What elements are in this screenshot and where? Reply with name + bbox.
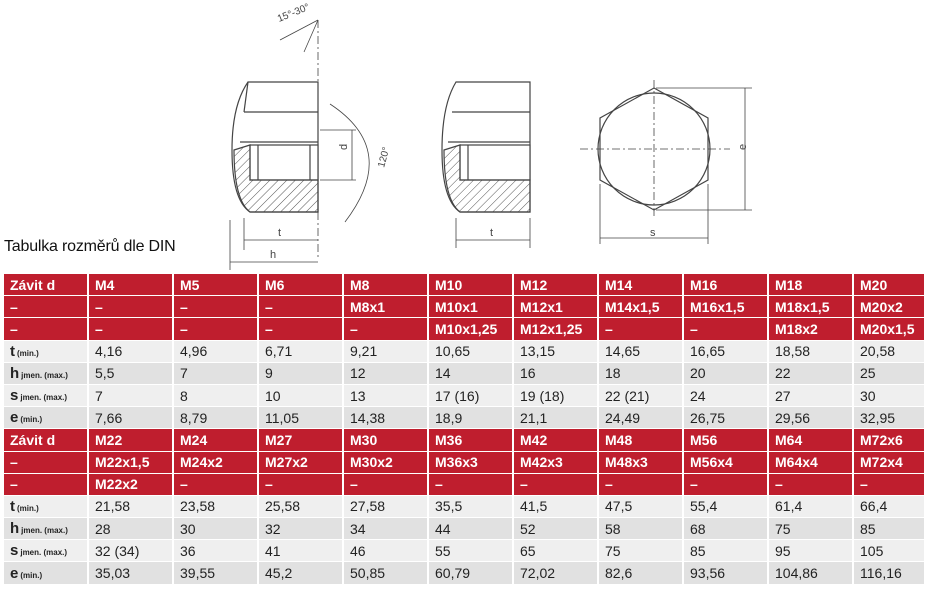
table-cell: 9,21 (344, 341, 429, 363)
table-cell: M20x2 (854, 296, 926, 318)
table-cell: – (684, 318, 769, 340)
table-cell: M72x4 (854, 452, 926, 474)
dimension-symbol: s (10, 542, 19, 560)
table-cell: 16 (514, 363, 599, 385)
row-label (4, 518, 89, 540)
table-cell: – (344, 318, 429, 340)
dimension-qualifier: jmen. (max.) (20, 548, 68, 558)
table-cell: 24,49 (599, 407, 684, 429)
angle-cone-label: 120° (376, 145, 393, 169)
row-label: – (4, 318, 89, 340)
table-cell: – (259, 318, 344, 340)
table-cell: 75 (769, 518, 854, 540)
table-cell: M10x1,25 (429, 318, 514, 340)
table-cell: 5,5 (89, 363, 174, 385)
row-s (4, 540, 926, 562)
table-cell: 82,6 (599, 562, 684, 584)
table-cell: 30 (854, 385, 926, 407)
table-cell: 61,4 (769, 496, 854, 518)
table-cell: 21,1 (514, 407, 599, 429)
table-cell: M16x1,5 (684, 296, 769, 318)
table-cell: 85 (684, 540, 769, 562)
table-cell: M8 (344, 274, 429, 296)
table-cell: 23,58 (174, 496, 259, 518)
row-label (4, 341, 89, 363)
row-label: Závit d (4, 429, 89, 451)
table-cell: 13,15 (514, 341, 599, 363)
table-cell: 22 (21) (599, 385, 684, 407)
row-h (4, 518, 926, 540)
table-cell: 7,66 (89, 407, 174, 429)
table-cell: 39,55 (174, 562, 259, 584)
table-cell: 4,96 (174, 341, 259, 363)
table-cell: M16 (684, 274, 769, 296)
fine-thread-row-2 (4, 474, 926, 496)
table-cell: – (259, 474, 344, 496)
row-label: Závit d (4, 274, 89, 296)
table-cell: 47,5 (599, 496, 684, 518)
table-cell: 41 (259, 540, 344, 562)
table-cell: 4,16 (89, 341, 174, 363)
dimension-symbol: s (10, 387, 19, 405)
dim-label-e: e (737, 143, 749, 150)
table-cell: M12x1,25 (514, 318, 599, 340)
dim-label-s: s (650, 227, 656, 239)
table-cell: 7 (89, 385, 174, 407)
table-cell: 68 (684, 518, 769, 540)
table-cell: M48 (599, 429, 684, 451)
table-cell: 72,02 (514, 562, 599, 584)
table-cell: 14,38 (344, 407, 429, 429)
table-cell: 17 (16) (429, 385, 514, 407)
table-cell: – (769, 474, 854, 496)
table-cell: M64 (769, 429, 854, 451)
table-cell: 55 (429, 540, 514, 562)
table-cell: 32 (259, 518, 344, 540)
table-cell: M14 (599, 274, 684, 296)
angle-chamfer-label: 15°-30° (276, 2, 312, 25)
dim-label-t-left: t (278, 227, 282, 239)
table-cell: M22x2 (89, 474, 174, 496)
table-cell: M18x1,5 (769, 296, 854, 318)
table-cell: 16,65 (684, 341, 769, 363)
dimension-symbol: h (10, 520, 20, 538)
thread-header-row (4, 274, 926, 296)
table-cell: M30 (344, 429, 429, 451)
table-cell: 13 (344, 385, 429, 407)
table-cell: 26,75 (684, 407, 769, 429)
table-cell: 116,16 (854, 562, 926, 584)
table-cell: 46 (344, 540, 429, 562)
table-cell: M18x2 (769, 318, 854, 340)
table-cell: 105 (854, 540, 926, 562)
table-cell: M5 (174, 274, 259, 296)
table-cell: 10,65 (429, 341, 514, 363)
table-cell: – (259, 296, 344, 318)
dimension-qualifier: (min.) (20, 415, 43, 425)
cap-nut-side-view (442, 82, 530, 248)
table-cell: 52 (514, 518, 599, 540)
fine-thread-row-1 (4, 296, 926, 318)
table-cell: 12 (344, 363, 429, 385)
table-cell: – (89, 318, 174, 340)
table-cell: – (514, 474, 599, 496)
table-cell: 65 (514, 540, 599, 562)
table-cell: 21,58 (89, 496, 174, 518)
table-cell: 25,58 (259, 496, 344, 518)
table-cell: 22 (769, 363, 854, 385)
table-cell: 19 (18) (514, 385, 599, 407)
row-h (4, 363, 926, 385)
table-cell: 14,65 (599, 341, 684, 363)
table-cell: – (854, 474, 926, 496)
table-cell: 27,58 (344, 496, 429, 518)
table-cell: M10x1 (429, 296, 514, 318)
table-cell: – (174, 296, 259, 318)
row-e (4, 407, 926, 429)
table-cell: 85 (854, 518, 926, 540)
table-cell: – (599, 318, 684, 340)
table-cell: 58 (599, 518, 684, 540)
table-cell: M27x2 (259, 452, 344, 474)
row-label (4, 385, 89, 407)
table-cell: M6 (259, 274, 344, 296)
row-s (4, 385, 926, 407)
table-cell: 66,4 (854, 496, 926, 518)
row-label (4, 562, 89, 584)
table-cell: – (174, 474, 259, 496)
table-cell: M56 (684, 429, 769, 451)
technical-drawing (0, 0, 928, 270)
table-cell: M48x3 (599, 452, 684, 474)
table-cell: – (599, 474, 684, 496)
dimension-qualifier: jmen. (max.) (21, 526, 68, 536)
row-label (4, 540, 89, 562)
table-cell: 35,5 (429, 496, 514, 518)
dim-label-t-middle: t (490, 227, 494, 239)
table-cell: 7 (174, 363, 259, 385)
table-cell: M20 (854, 274, 926, 296)
fine-thread-row-2 (4, 318, 926, 340)
table-cell: 24 (684, 385, 769, 407)
table-cell: M14x1,5 (599, 296, 684, 318)
table-cell: 9 (259, 363, 344, 385)
row-label (4, 496, 89, 518)
table-cell: 29,56 (769, 407, 854, 429)
table-cell: 34 (344, 518, 429, 540)
dim-label-d: d (338, 143, 350, 150)
table-cell: – (684, 474, 769, 496)
row-t (4, 341, 926, 363)
dimension-qualifier: (min.) (20, 570, 43, 580)
table-cell: 44 (429, 518, 514, 540)
table-cell: M72x6 (854, 429, 926, 451)
dimensions-table (4, 274, 926, 585)
table-cell: – (174, 318, 259, 340)
table-cell: 18,9 (429, 407, 514, 429)
row-label: – (4, 452, 89, 474)
table-cell: 27 (769, 385, 854, 407)
table-cell: M27 (259, 429, 344, 451)
table-cell: M24x2 (174, 452, 259, 474)
table-cell: 20 (684, 363, 769, 385)
table-cell: M36 (429, 429, 514, 451)
table-caption: Tabulka rozměrů dle DIN (4, 238, 176, 255)
table-cell: 8,79 (174, 407, 259, 429)
table-cell: 41,5 (514, 496, 599, 518)
table-cell: 18 (599, 363, 684, 385)
table-cell: M56x4 (684, 452, 769, 474)
table-cell: M64x4 (769, 452, 854, 474)
table-cell: – (344, 474, 429, 496)
table-cell: 10 (259, 385, 344, 407)
table-cell: M42 (514, 429, 599, 451)
table-cell: M12 (514, 274, 599, 296)
dimension-symbol: h (10, 364, 20, 382)
dimension-symbol: e (10, 409, 19, 427)
table-cell: 32,95 (854, 407, 926, 429)
table-cell: 45,2 (259, 562, 344, 584)
table-cell: 25 (854, 363, 926, 385)
table-cell: 28 (89, 518, 174, 540)
table-cell: 60,79 (429, 562, 514, 584)
table-cell: – (429, 474, 514, 496)
dimension-qualifier: (min.) (17, 348, 39, 358)
table-cell: 50,85 (344, 562, 429, 584)
thread-header-row (4, 429, 926, 451)
table-cell: 18,58 (769, 341, 854, 363)
table-cell: 35,03 (89, 562, 174, 584)
row-label (4, 407, 89, 429)
table-cell: M36x3 (429, 452, 514, 474)
table-cell: 20,58 (854, 341, 926, 363)
dimension-qualifier: jmen. (max.) (21, 370, 68, 380)
table-cell: M10 (429, 274, 514, 296)
table-cell: 95 (769, 540, 854, 562)
table-cell: 104,86 (769, 562, 854, 584)
row-e (4, 562, 926, 584)
cap-nut-top-view (580, 80, 752, 244)
table-cell: 14 (429, 363, 514, 385)
table-cell: 8 (174, 385, 259, 407)
table-cell: 30 (174, 518, 259, 540)
table-cell: M12x1 (514, 296, 599, 318)
table-cell: 6,71 (259, 341, 344, 363)
table-cell: 55,4 (684, 496, 769, 518)
dimension-symbol: e (10, 564, 19, 582)
dimension-symbol: t (10, 497, 15, 515)
dimension-symbol: t (10, 342, 15, 360)
table-cell: M22 (89, 429, 174, 451)
table-cell: M30x2 (344, 452, 429, 474)
table-cell: M4 (89, 274, 174, 296)
row-label (4, 363, 89, 385)
table-cell: M20x1,5 (854, 318, 926, 340)
table-cell: – (89, 296, 174, 318)
row-label: – (4, 296, 89, 318)
table-cell: M8x1 (344, 296, 429, 318)
table-cell: 36 (174, 540, 259, 562)
dimension-qualifier: (min.) (17, 503, 39, 513)
table-cell: 75 (599, 540, 684, 562)
table-cell: 93,56 (684, 562, 769, 584)
row-t (4, 496, 926, 518)
table-cell: 32 (34) (89, 540, 174, 562)
table-cell: M22x1,5 (89, 452, 174, 474)
table-cell: M18 (769, 274, 854, 296)
row-label: – (4, 474, 89, 496)
fine-thread-row-1 (4, 452, 926, 474)
table-cell: 11,05 (259, 407, 344, 429)
dimension-qualifier: jmen. (max.) (20, 393, 68, 403)
table-cell: M42x3 (514, 452, 599, 474)
table-cell: M24 (174, 429, 259, 451)
dim-label-h: h (270, 249, 277, 261)
